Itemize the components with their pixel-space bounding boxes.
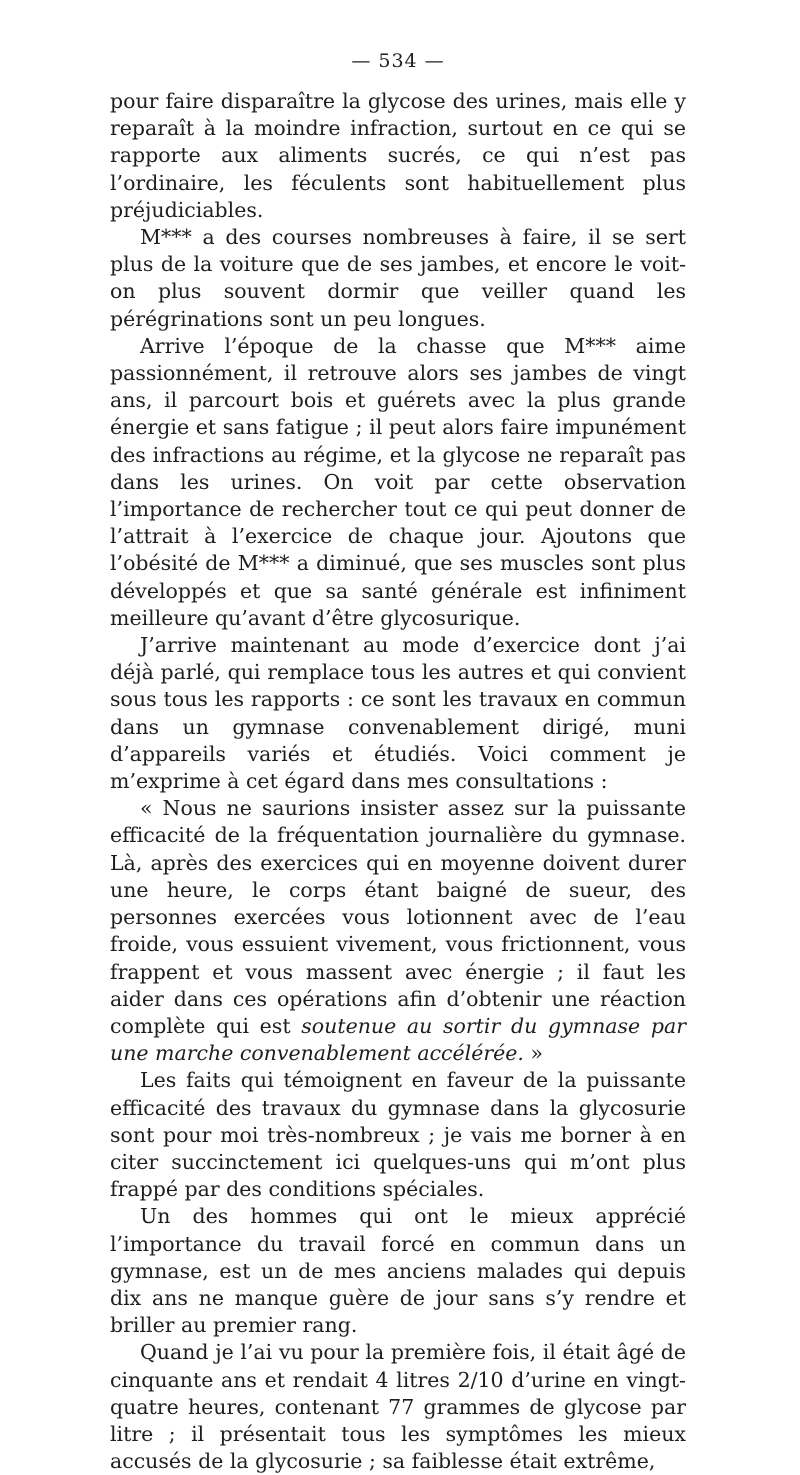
quote-close: » <box>523 1041 543 1066</box>
paragraph: M*** a des courses nombreuses à faire, il se sert plus de la voiture que de ses jambes, et encore le voit-on plus souvent dormir que veiller quand les pérégrinations sont un peu longues. <box>110 225 686 331</box>
book-page <box>110 50 686 1475</box>
paragraph: J’arrive maintenant au mode d’exercice dont j’ai déjà parlé, qui remplace tous les autres et qui convient sous tous les rapports : ce sont les travaux en commun dans un gymnase convenablement dirigé, muni d’appareils variés et étudiés. Voici comment je m’exprime à cet égard dans mes consultations : <box>110 633 686 794</box>
paragraph: Quand je l’ai vu pour la première fois, il était âgé de cinquante ans et rendait 4 litres 2/10 d’urine en vingt-quatre heures, contenant 77 grammes de glycose par litre ; il présentait tous les symptômes les mieux accusés de la glycosurie ; sa faiblesse était extrême, <box>110 1340 686 1474</box>
paragraph: Les faits qui témoignent en faveur de la puissante efficacité des travaux du gymnase dans la glycosurie sont pour moi très-nombreux ; je vais me borner à en citer succinctement ici quelques-uns qui m’ont plus frappé par des conditions spéciales. <box>110 1068 686 1202</box>
paragraph: Arrive l’époque de la chasse que M*** aime passionnément, il retrouve alors ses jambes de vingt ans, il parcourt bois et guérets avec la plus grande énergie et sans fatigue ; il peut alors faire impunément des infractions au régime, et la glycose ne reparaît pas dans les urines. On voit par cette observation l’importance de rechercher tout ce qui peut donner de l’attrait à l’exercice de chaque jour. Ajoutons que l’obésité de M*** a diminué, que ses muscles sont plus développés et que sa santé générale est infiniment meilleure qu’avant d’être glycosurique. <box>110 333 686 630</box>
paragraph: Un des hommes qui ont le mieux apprécié l’importance du travail forcé en commun dans un gymnase, est un de mes anciens malades qui depuis dix ans ne manque guère de jour sans s’y rendre et briller au premier rang. <box>110 1204 686 1338</box>
page-number: — 534 — <box>351 50 445 72</box>
quote-italic-text: soutenue au sortir du gymnase par une marche convenablement accélérée. <box>110 1013 686 1066</box>
quoted-paragraph <box>110 795 686 1067</box>
quote-text: « Nous ne saurions insister assez sur la puissante efficacité de la fréquentation journalière du gymnase. Là, après des exercices qui en moyenne doivent durer une heure, le corps étant baigné de sueur, des personnes exercées vous lotionnent avec de l’eau froide, vous essuient vivement, vous frictionnent, vous frappent et vous massent avec énergie ; il faut les aider dans ces opérations afin d’obtenir une réaction complète qui est <box>110 796 686 1038</box>
paragraph: pour faire disparaître la glycose des urines, mais elle y reparaît à la moindre infraction, surtout en ce qui se rapporte aux aliments sucrés, ce qui n’est pas l’ordinaire, les féculents sont habituellement plus préjudiciables. <box>110 89 686 222</box>
body-text <box>110 88 686 1475</box>
